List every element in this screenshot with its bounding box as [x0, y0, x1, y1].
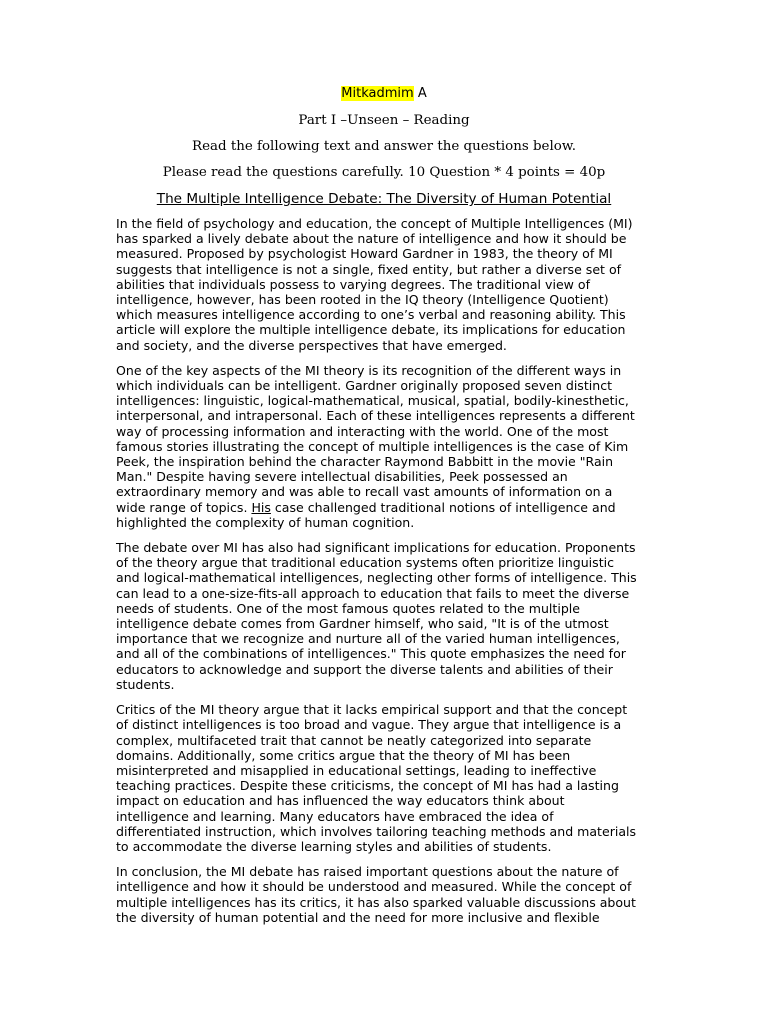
text-line: students.: [116, 676, 175, 692]
text-line: and all of the combinations of intelligences." This quote emphasizes the need for: [116, 646, 626, 662]
text-line: intelligence debate comes from Gardner himself, who said, "It is of the utmost: [116, 616, 609, 632]
text-line: domains. Additionally, some critics argue that the theory of MI has been: [116, 747, 571, 763]
text-line: In the field of psychology and education, the concept of Multiple Intelligences (MI): [116, 216, 633, 231]
text-line: complex, multifaceted trait that cannot be neatly categorized into separate: [116, 732, 592, 748]
text-line: misinterpreted and misapplied in educational settings, leading to ineffective: [116, 762, 597, 778]
text-line: intelligence and learning. Many educators have embraced the idea of: [116, 808, 554, 824]
student-name-line: [0, 86, 768, 102]
article-body: [116, 216, 656, 935]
text-line: The debate over MI has also had significant implications for education. Proponents: [116, 540, 636, 556]
article-title: The Multiple Intelligence Debate: The Diversity of Human Potential: [156, 191, 612, 207]
text-line: which measures intelligence according to one’s verbal and reasoning ability. This: [116, 307, 626, 323]
text-segment: wide range of topics.: [116, 499, 248, 515]
text-line: importance that we recognize and nurture all of the varied human intelligences,: [116, 631, 620, 647]
text-segment: case challenged traditional notions of intelligence and: [270, 499, 616, 515]
text-line: has sparked a lively debate about the nature of intelligence and how it should be: [116, 231, 627, 247]
paragraph-5: [116, 864, 656, 925]
text-line: which individuals can be intelligent. Gardner originally proposed seven distinct: [116, 378, 613, 394]
text-line: differentiated instruction, which involves tailoring teaching methods and materials: [116, 823, 637, 839]
text-line: [116, 500, 656, 515]
text-line: intelligences: linguistic, logical-mathematical, musical, spatial, bodily-kinesthetic,: [116, 393, 629, 409]
text-line: In conclusion, the MI debate has raised important questions about the nature of: [116, 864, 619, 880]
text-line: of distinct intelligences is too broad and vague. They argue that intelligence is a: [116, 717, 622, 733]
text-line: the diversity of human potential and the need for more inclusive and flexible: [116, 909, 600, 925]
text-line: highlighted the complexity of human cognition.: [116, 514, 415, 530]
text-line: way of processing information and interacting with the world. One of the most: [116, 423, 609, 439]
paragraph-3: [116, 540, 656, 692]
text-line: extraordinary memory and was able to recall vast amounts of information on a: [116, 484, 613, 500]
text-line: Man." Despite having severe intellectual disabilities, Peek possessed an: [116, 469, 568, 485]
text-line: of the theory argue that traditional education systems often prioritize linguistic: [116, 555, 615, 571]
text-line: multiple intelligences has its critics, it has also sparked valuable discussions about: [116, 894, 636, 910]
text-line: intelligence, however, has been rooted in the IQ theory (Intelligence Quotient): [116, 292, 609, 308]
underlined-word: His: [251, 499, 271, 515]
text-line: Peek, the inspiration behind the character Raymond Babbitt in the movie "Rain: [116, 454, 614, 470]
text-line: can lead to a one-size-fits-all approach to education that fails to meet the diverse: [116, 585, 630, 601]
text-line: educators to acknowledge and support the diverse talents and abilities of their: [116, 661, 613, 677]
text-line: impact on education and has influenced the way educators think about: [116, 793, 565, 809]
paragraph-1: [116, 216, 656, 353]
text-line: famous stories illustrating the concept of multiple intelligences is the case of Kim: [116, 438, 629, 454]
paragraph-2: [116, 363, 656, 530]
scoring-line: Please read the questions carefully. 10 Question * 4 points = 40p: [162, 165, 606, 180]
text-line: One of the key aspects of the MI theory is its recognition of the different ways in: [116, 362, 622, 378]
highlighted-name: Mitkadmim: [341, 86, 414, 101]
instruction-line: Read the following text and answer the questions below.: [192, 139, 576, 154]
text-line: to accommodate the diverse learning styles and abilities of students.: [116, 838, 552, 854]
text-line: and society, and the diverse perspectives that have emerged.: [116, 337, 507, 353]
text-line: abilities that individuals possess to varying degrees. The traditional view of: [116, 276, 591, 292]
text-line: measured. Proposed by psychologist Howard Gardner in 1983, the theory of MI: [116, 246, 613, 262]
text-line: Critics of the MI theory argue that it lacks empirical support and that the concept: [116, 702, 628, 718]
text-line: and logical-mathematical intelligences, neglecting other forms of intelligence. This: [116, 570, 637, 586]
text-line: article will explore the multiple intelligence debate, its implications for education: [116, 322, 626, 338]
text-line: needs of students. One of the most famous quotes related to the multiple: [116, 600, 580, 616]
name-suffix: A: [417, 86, 427, 101]
text-line: suggests that intelligence is not a single, fixed entity, but rather a diverse set of: [116, 261, 622, 277]
section-heading: Part I –Unseen – Reading: [298, 113, 470, 128]
text-line: teaching practices. Despite these criticisms, the concept of MI has had a lasting: [116, 778, 619, 794]
text-line: interpersonal, and intrapersonal. Each of these intelligences represents a different: [116, 408, 635, 424]
paragraph-4: [116, 702, 656, 854]
text-line: intelligence and how it should be understood and measured. While the concept of: [116, 879, 632, 895]
